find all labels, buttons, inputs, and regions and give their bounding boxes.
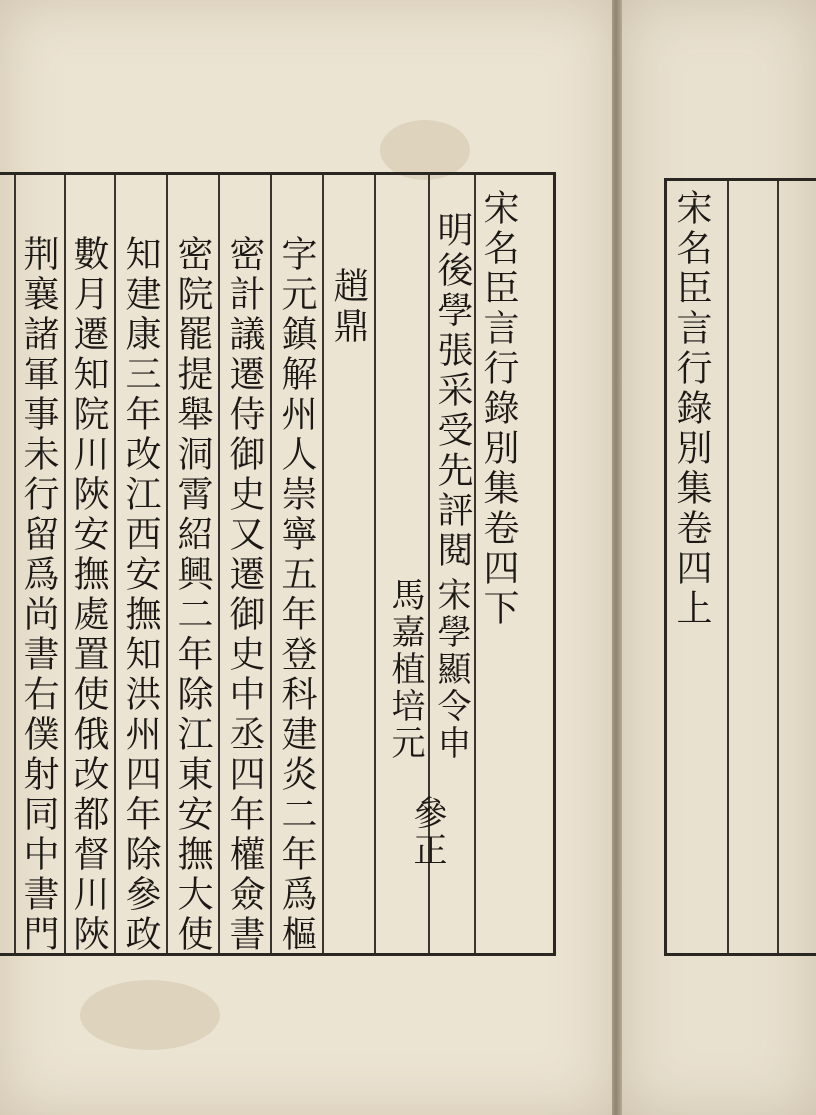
column-rule [374,175,376,953]
text-column-6: 荆襄諸軍事未行留爲尚書右僕射同中書門 [18,235,59,955]
volume-title: 宋名臣言行錄別集卷四下 [478,189,519,629]
collator-role: 參正 [407,795,447,869]
subject-name: 趙鼎 [328,267,369,347]
paper-stain [80,980,220,1050]
column-rule [777,181,779,953]
text-column-3: 密院罷提舉洞霄紹興二年除江東安撫大使 [172,235,213,955]
text-column-4: 知建康三年改江西安撫知洪州四年除參政 [120,235,161,955]
column-rule [218,175,220,953]
text-frame-right [664,178,816,956]
text-column-1: 字元鎮解州人崇寧五年登科建炎二年爲樞 [276,235,317,955]
collator-name-1: 宋學顯令申 [431,577,471,762]
collator-name-2: 馬嘉植培元 [385,577,425,762]
paper-stain [380,120,470,180]
column-rule [727,181,729,953]
column-rule [474,175,476,953]
right-page [622,0,816,1115]
column-rule [322,175,324,953]
column-rule [14,175,16,953]
column-rule [64,175,66,953]
editor-line: 明後學張采受先評閱 [432,211,473,571]
text-column-2: 密計議遷侍御史又遷御史中丞四年權僉書 [224,235,265,955]
text-column-5: 數月遷知院川陜安撫處置使俄改都督川陜 [68,235,109,955]
column-rule [270,175,272,953]
column-rule [114,175,116,953]
text-frame-left [0,172,556,956]
column-rule [166,175,168,953]
volume-title-right: 宋名臣言行錄別集卷四上 [671,189,712,629]
